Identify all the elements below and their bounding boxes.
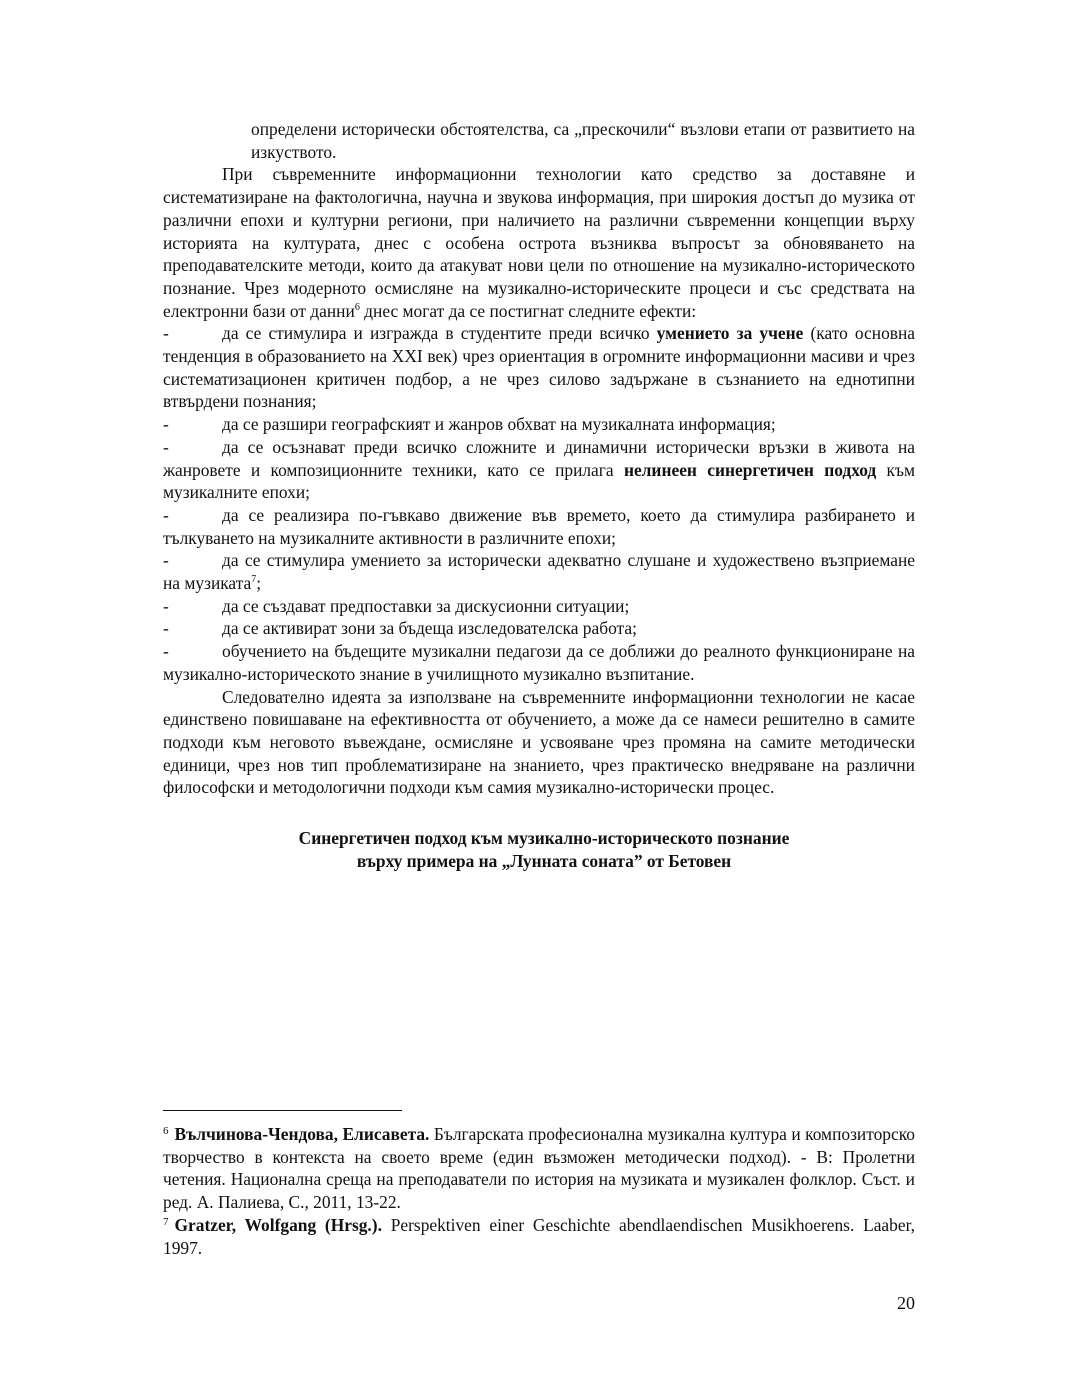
list-item: - да се стимулира и изгражда в студентите преди всичко умението за учене (като основна тенденция в образованието на XXI век) чрез ориентация в огромните информационни масиви и чрез систематизационен критичен подбор, а не чрез силово задържане в съзнанието на еднотипни втвърдени познания; — [163, 323, 915, 412]
footnote-text: Perspektiven einer Geschichte abendlaendischen Musikhoerens. Laaber, 1997. — [163, 1214, 916, 1258]
list-item: - да се стимулира умението за исторически адекватно слушане и художествено възприемане на музиката$^7$; — [163, 550, 915, 594]
footnote-ref-7: 7 — [251, 574, 257, 586]
footnote-6 — [163, 1123, 915, 1214]
list-dash: - — [163, 641, 169, 662]
list-item: - да се активират зони за бъдеща изследователска работа; — [163, 618, 637, 639]
page-number: 20 — [897, 1293, 915, 1313]
page-body — [163, 118, 915, 873]
section-heading-line: Синергетичен подход към музикално-историческото познание — [298, 828, 790, 849]
list-dash: - — [163, 618, 169, 639]
emphasis: нелинеен синергетичен подход — [623, 459, 877, 480]
emphasis: умението за учене — [656, 323, 804, 344]
list-dash: - — [163, 436, 169, 457]
list-dash: - — [163, 504, 169, 525]
footnote-number: 7 — [163, 1215, 169, 1228]
list-item: - обучението на бъдещите музикални педагози да се доближи до реалното функциониране на музикално-историческото знание в училищното музикално възпитание. — [163, 641, 915, 684]
list-dash: - — [163, 414, 169, 435]
list-dash: - — [163, 323, 169, 344]
section-heading — [163, 827, 915, 873]
list-item: - да се осъзнават преди всичко сложните и динамични исторически връзки в живота на жанровете и композиционните техники, като се прилага нелинеен синергетичен подход към музикалните епохи; — [163, 436, 915, 503]
footnote-author: Gratzer, Wolfgang (Hrsg.). — [174, 1214, 382, 1235]
paragraph-text: При съвременните информационни технологии като средство за доставяне и систематизиране на фактологична, научна и звукова информация, при широкия достъп до музика от различни епохи и културни региони, при наличието на различни съвременни концепции върху историята на културата, днес с особена острота възниква въпросът за обновяването на преподавателските методи, които да атакуват нови цели по отношение на музикално-историческото познание. Чрез модерното осмисляне на музикално-историческите процеси и със средствата на електронни бази от данни — [163, 164, 915, 321]
footnote-ref-6: 6 — [354, 301, 360, 313]
paragraph-technologies — [163, 163, 915, 322]
section-heading-line: върху примера на „Лунната соната” от Бетовен — [356, 851, 732, 872]
paragraph-text: днес могат да се постигнат следните ефекти: — [359, 300, 697, 321]
footnote-text: Българската професионална музикална култура и композиторско творчество в контекста на своето време (един възможен методически подход). - В: Пролетни четения. Национална среща на преподаватели по история на музиката и музикален фолклор. Съст. и ред. А. Палиева, С., 2011, 13-22. — [163, 1124, 915, 1213]
paragraph-conclusion: Следователно идеята за използване на съвременните информационни технологии не касае единствено повишаване на ефективността от обучението, а може да се намеси решително в самите подходи към неговото въвеждане, осмисляне и усвояване чрез промяна на самите методически единици, чрез нов тип проблематизиране на знанието, чрез практическо внедряване на различни философски и методологични подходи към самия музикално-исторически процес. — [163, 686, 915, 798]
footnotes — [163, 1123, 915, 1259]
footnote-7 — [163, 1214, 915, 1259]
list-item: - да се разшири географският и жанров обхват на музикалната информация; — [163, 414, 776, 435]
footnote-separator — [163, 1110, 402, 1111]
footnote-author: Вълчинова-Чендова, Елисавета. — [174, 1124, 430, 1144]
list-item: - да се създават предпоставки за дискусионни ситуации; — [163, 595, 630, 616]
paragraph-continuation: определени исторически обстоятелства, са „прескочили“ възлови етапи от развитието на изкуството. — [251, 119, 915, 162]
list-dash: - — [163, 550, 169, 571]
list-dash: - — [163, 595, 169, 616]
footnote-number: 6 — [163, 1125, 169, 1137]
list-item: - да се реализира по-гъвкаво движение във времето, което да стимулира разбирането и тълкуването на музикалните активности в различните епохи; — [163, 504, 915, 548]
